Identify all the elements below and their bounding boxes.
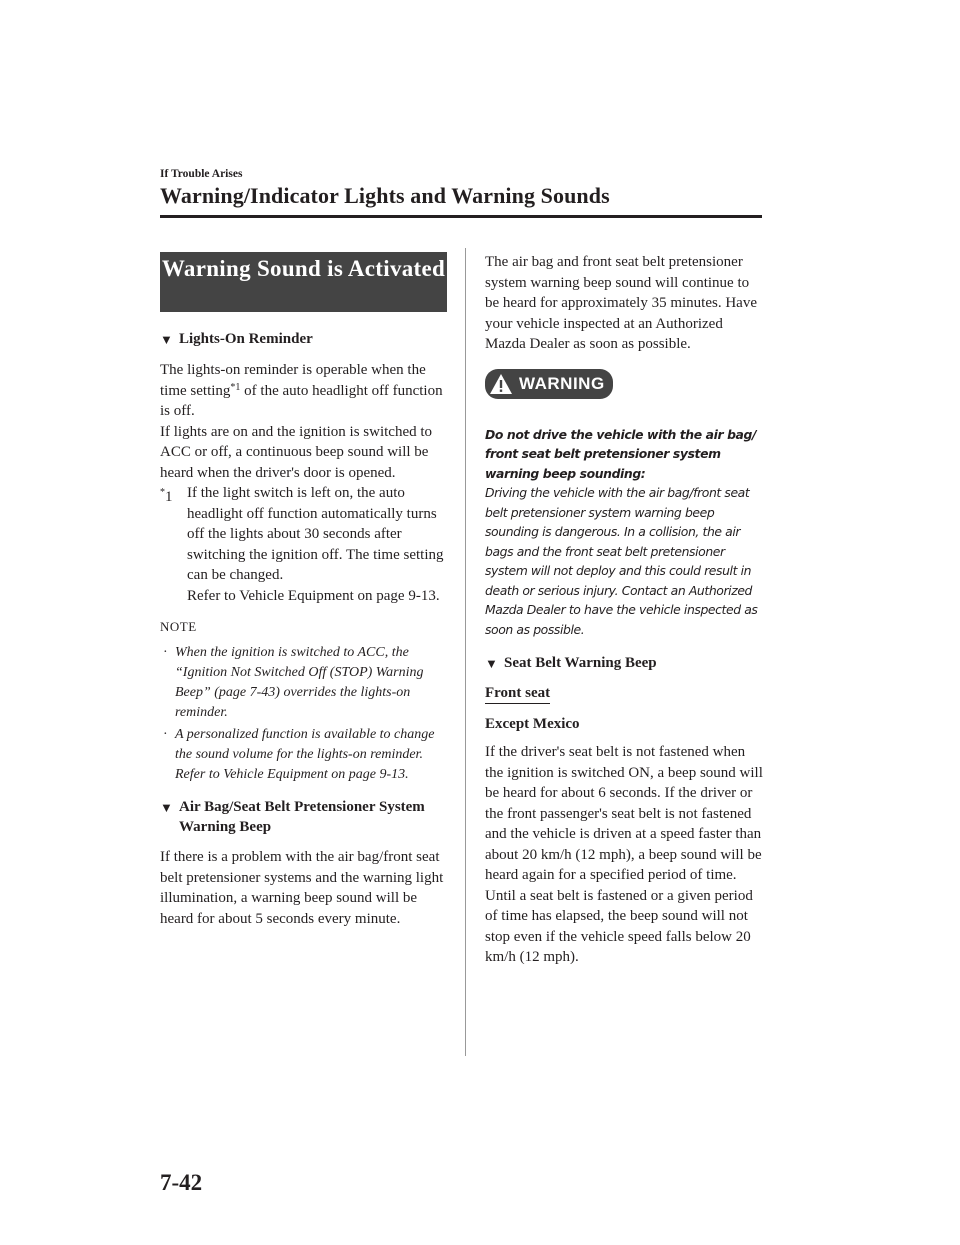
lights-on-paragraph-1: The lights-on reminder is operable when the time setting$^{*1}$ of the auto headlight off function is off. xyxy=(160,362,443,419)
section-banner: Warning Sound is Activated xyxy=(160,252,447,312)
heading-airbag-text: Air Bag/Seat Belt Pretensioner System Warning Beep xyxy=(179,799,425,835)
seatbelt-paragraph-2: Until a seat belt is fastened or a given period of time has elapsed, the beep sound will not stop even if the vehicle speed falls below 20 km/h (12 mph). xyxy=(485,887,753,965)
subheading-front-seat: Front seat xyxy=(485,684,550,704)
heading-airbag xyxy=(160,797,447,837)
subheading-except-mexico: Except Mexico xyxy=(485,716,580,732)
bullet-icon: · xyxy=(163,727,168,742)
heading-lights-on-text: Lights-On Reminder xyxy=(179,331,313,347)
bullet-icon: · xyxy=(163,645,168,660)
note-label: NOTE xyxy=(160,619,197,634)
footnote-1 xyxy=(160,483,447,606)
triangle-down-icon: ▼ xyxy=(485,656,498,671)
footnote-text: If the light switch is left on, the auto headlight off function automatically turns off the lights about 30 seconds after switching the ignition off. The time setting can be changed. xyxy=(187,485,444,583)
warning-bold-text: Do not drive the vehicle with the air bag/ front seat belt pretensioner system warning beep sounding: xyxy=(485,426,757,481)
note-item-2: · A personalized function is available to change the sound volume for the lights-on reminder. Refer to Vehicle Equipment on page 9-13. xyxy=(160,725,447,785)
triangle-down-icon: ▼ xyxy=(160,332,173,347)
warning-body-text: Driving the vehicle with the air bag/front seat belt pretensioner system warning beep sounding is dangerous. In a collision, the air bags and the front seat belt pretensioner system will not deploy and this could result in death or serious injury. Contact an Authorized Mazda Dealer to have the vehicle inspected as soon as possible. xyxy=(485,485,758,637)
note-item-1: · When the ignition is switched to ACC, the “Ignition Not Switched Off (STOP) Warning Beep” (page 7-43) overrides the lights-on reminder. xyxy=(160,643,447,723)
heading-seatbelt-text: Seat Belt Warning Beep xyxy=(504,655,657,671)
lights-on-paragraph-2: If lights are on and the ignition is switched to ACC or off, a continuous beep sound will be heard when the driver's door is opened. xyxy=(160,423,433,481)
airbag-paragraph-2: The air bag and front seat belt pretensioner system warning beep sound will continue to be heard for approximately 35 minutes. Have your vehicle inspected at an Authorized Mazda Dealer as soon as possible. xyxy=(485,254,757,352)
warning-badge xyxy=(485,369,613,399)
footnote-ref: *1 xyxy=(230,381,241,393)
warning-label: WARNING xyxy=(519,373,605,393)
heading-seatbelt xyxy=(485,653,765,674)
triangle-down-icon: ▼ xyxy=(160,800,173,815)
title-rule xyxy=(160,215,762,218)
page-number: 7-42 xyxy=(160,1170,203,1195)
right-column xyxy=(485,252,765,968)
footnote-marker: *1 xyxy=(160,487,173,505)
section-label: If Trouble Arises xyxy=(160,168,243,180)
warning-triangle-icon xyxy=(489,373,513,395)
heading-lights-on xyxy=(160,329,447,350)
airbag-paragraph-1: If there is a problem with the air bag/front seat belt pretensioner systems and the warning light illumination, a warning beep sound will be heard for about 5 seconds every minute. xyxy=(160,849,444,927)
footnote-reference: Refer to Vehicle Equipment on page 9-13. xyxy=(187,587,440,604)
column-divider xyxy=(465,248,466,1056)
left-column xyxy=(160,252,447,929)
page-title: Warning/Indicator Lights and Warning Sounds xyxy=(160,183,610,208)
seatbelt-paragraph-1: If the driver's seat belt is not fastened when the ignition is switched ON, a beep sound will be heard for about 6 seconds. If the driver or the front passenger's seat belt is not fastened and the vehicle is driven at a speed faster than about 20 km/h (12 mph), a beep sound will be heard again for a specified period of time. xyxy=(485,744,763,883)
